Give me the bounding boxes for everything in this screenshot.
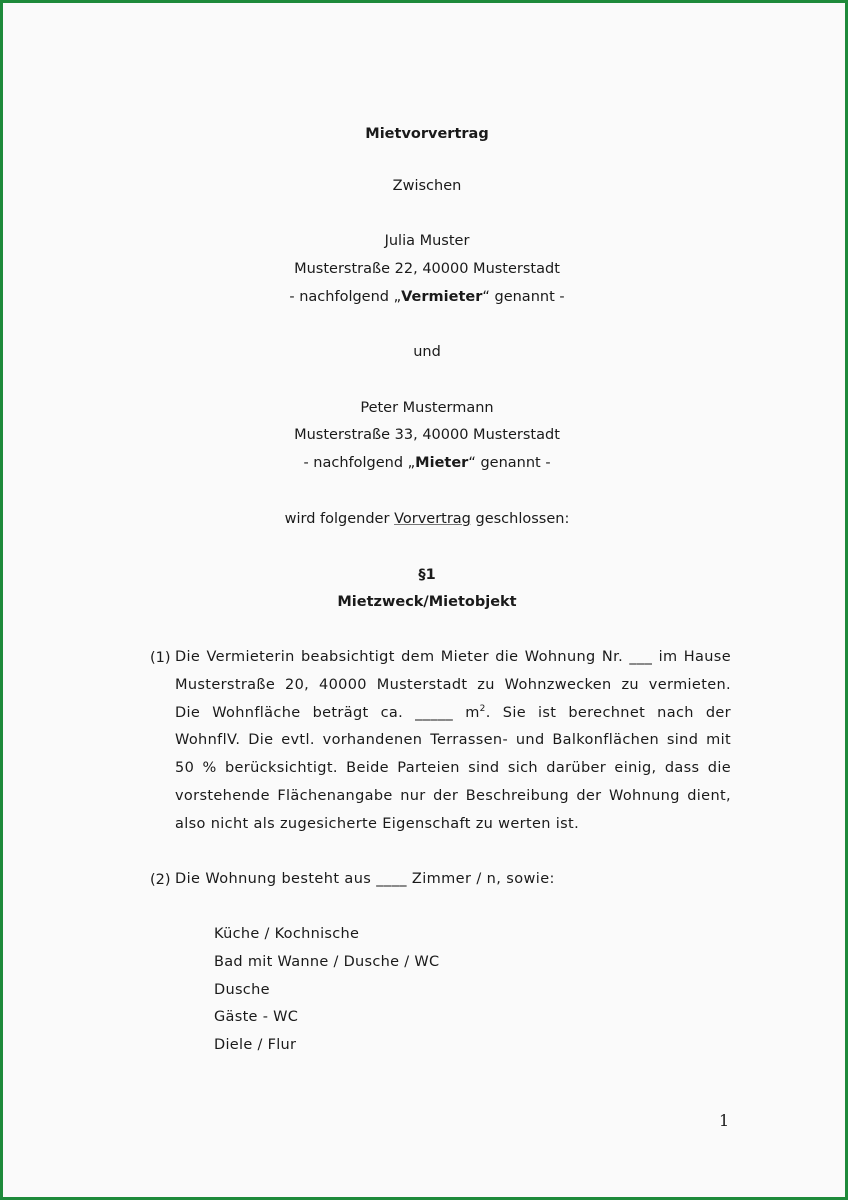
agreement-text [3, 509, 848, 529]
tenant-role-prefix: - nachfolgend „ [303, 455, 416, 471]
landlord-role-prefix: - nachfolgend „ [289, 289, 402, 305]
tenant-address: Musterstraße 33, 40000 Musterstadt [294, 427, 560, 443]
page-number: 1 [719, 1111, 730, 1130]
agreement-suffix: geschlossen: [470, 511, 570, 527]
agreement-link: Vorvertrag [394, 511, 471, 527]
para1-line: Die Vermieterin beabsichtigt dem Mieter die Wohnung Nr. ___ im Hause [175, 649, 731, 665]
tenant-role-suffix: “ genannt - [468, 455, 551, 471]
between-text: Zwischen [392, 178, 462, 194]
list-item: Diele / Flur [214, 1037, 297, 1054]
list-item: Küche / Kochnische [214, 926, 360, 942]
para2-number: (2) [150, 872, 171, 888]
landlord-address: Musterstraße 22, 40000 Musterstadt [294, 261, 560, 277]
section-heading: Mietzweck/Mietobjekt [337, 594, 517, 610]
and-text: und [413, 344, 441, 360]
landlord-role-label: Vermieter [401, 289, 483, 305]
landlord-role-suffix: “ genannt - [482, 289, 565, 305]
para1-line: vorstehende Flächenangabe nur der Beschreibung der Wohnung dient, [175, 787, 731, 804]
tenant-name: Peter Mustermann [360, 400, 494, 416]
area-prefix: Die Wohnfläche beträgt ca. _____ m [175, 704, 480, 721]
area-sup: 2 [479, 703, 486, 714]
para1-line: Musterstraße 20, 40000 Musterstadt zu Wohnzwecken zu vermieten. [175, 676, 731, 693]
section-number: §1 [418, 567, 436, 583]
para1-line: WohnflV. Die evtl. vorhandenen Terrassen- und Balkonflächen sind mit [175, 732, 731, 749]
para1-line: also nicht als zugesicherte Eigenschaft zu werten ist. [175, 815, 580, 832]
area-rest: Sie ist berechnet nach der [502, 704, 731, 721]
area-suffix: . [485, 704, 491, 721]
para1-number: (1) [150, 650, 171, 666]
list-item: Dusche [214, 981, 270, 998]
tenant-role [3, 453, 848, 473]
landlord-role [3, 287, 848, 307]
para2-text: Die Wohnung besteht aus ____ Zimmer / n, sowie: [175, 871, 555, 887]
agreement-prefix: wird folgender [284, 511, 395, 527]
para1-line [175, 700, 731, 728]
landlord-name: Julia Muster [384, 233, 470, 249]
tenant-role-label: Mieter [415, 455, 469, 471]
document-title: Mietvorvertrag [365, 126, 489, 142]
para1-text [175, 644, 731, 839]
list-item: Bad mit Wanne / Dusche / WC [214, 953, 440, 970]
rooms-list [214, 921, 439, 1060]
list-item: Gäste - WC [214, 1009, 299, 1026]
para1-line: 50 % berücksichtigt. Beide Parteien sind sich darüber einig, dass die [175, 760, 731, 777]
